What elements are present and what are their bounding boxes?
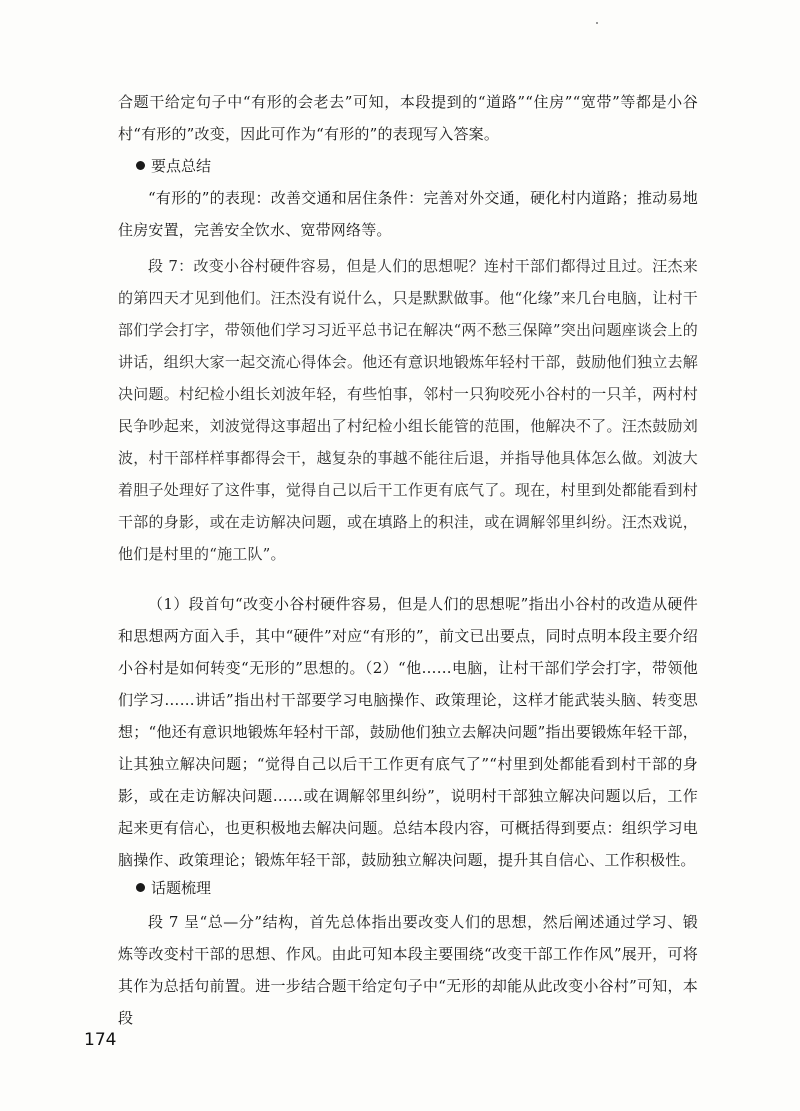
paragraph-answer-note: 合题干给定句子中“有形的会老去”可知，本段提到的“道路”“住房”“宽带”等都是小谷村“有形的”改变，因此可作为“有形的”的表现写入答案。: [118, 93, 698, 143]
heading-topic-review-label: 话题梳理: [151, 879, 212, 897]
paragraph-source-text: 段 7：改变小谷村硬件容易，但是人们的思想呢？连村干部们都得过且过。汪杰来的第四天才见到他们。汪杰没有说什么，只是默默做事。他“化缘”来几台电脑，让村干部们学会打字，带领他们学习习近平总书记在解决“两不愁三保障”突出问题座谈会上的讲话，组织大家一起交流心得体会。他还有意识地锻炼年轻村干部，鼓励他们独立去解决问题。村纪检小组长刘波年轻，有些怕事，邻村一只狗咬死小谷村的一只羊，两村村民争吵起来，刘波觉得这事超出了村纪检小组长能管的范围，他解决不了。汪杰鼓励刘波，村干部样样事都得会干，越复杂的事越不能往后退，并指导他具体怎么做。刘波大着胆子处理好了这件事，觉得自己以后干工作更有底气了。现在，村里到处都能看到村干部的身影，或在走访解决问题，或在填路上的积洼，或在调解邻里纠纷。汪杰戏说，他们是村里的“施工队”。: [118, 257, 698, 563]
paragraph-analysis: （1）段首句“改变小谷村硬件容易，但是人们的思想呢”指出小谷村的改造从硬件和思想两方面入手，其中“硬件”对应“有形的”，前文已出要点，同时点明本段主要介绍小谷村是如何转变“无形的”思想的。（2）“他……电脑，让村干部们学会打字，带领他们学习……讲话”指出村干部要学习电脑操作、政策理论，这样才能武装头脑、转变思想；“他还有意识地锻炼年轻村干部，鼓励他们独立去解决问题”指出要锻炼年轻干部，让其独立解决问题；“觉得自己以后干工作更有底气了”“村里到处都能看到村干部的身影，或在走访解决问题……或在调解邻里纠纷”，说明村干部独立解决问题以后，工作起来更有信心，也更积极地去解决问题。总结本段内容，可概括得到要点：组织学习电脑操作、政策理论；锻炼年轻干部，鼓励独立解决问题，提升其自信心、工作积极性。: [118, 595, 698, 869]
bullet-dot-icon: [136, 161, 145, 170]
paragraph-key-points: “有形的”的表现：改善交通和居住条件：完善对外交通，硬化村内道路；推动易地住房安置，完善安全饮水、宽带网络等。: [118, 189, 698, 239]
heading-topic-review: [136, 872, 211, 904]
bullet-dot-icon: [136, 883, 145, 892]
heading-key-points-label: 要点总结: [151, 157, 212, 175]
page-number: 174: [84, 1030, 117, 1050]
scan-speck: [596, 22, 598, 24]
paragraph-structure: 段 7 呈“总—分”结构，首先总体指出要改变人们的思想，然后阐述通过学习、锻炼等改变村干部的思想、作风。由此可知本段主要围绕“改变干部工作作风”展开，可将其作为总括句前置。进一步结合题干给定句子中“无形的却能从此改变小谷村”可知，本段: [118, 913, 698, 1027]
heading-key-points: [136, 150, 211, 182]
